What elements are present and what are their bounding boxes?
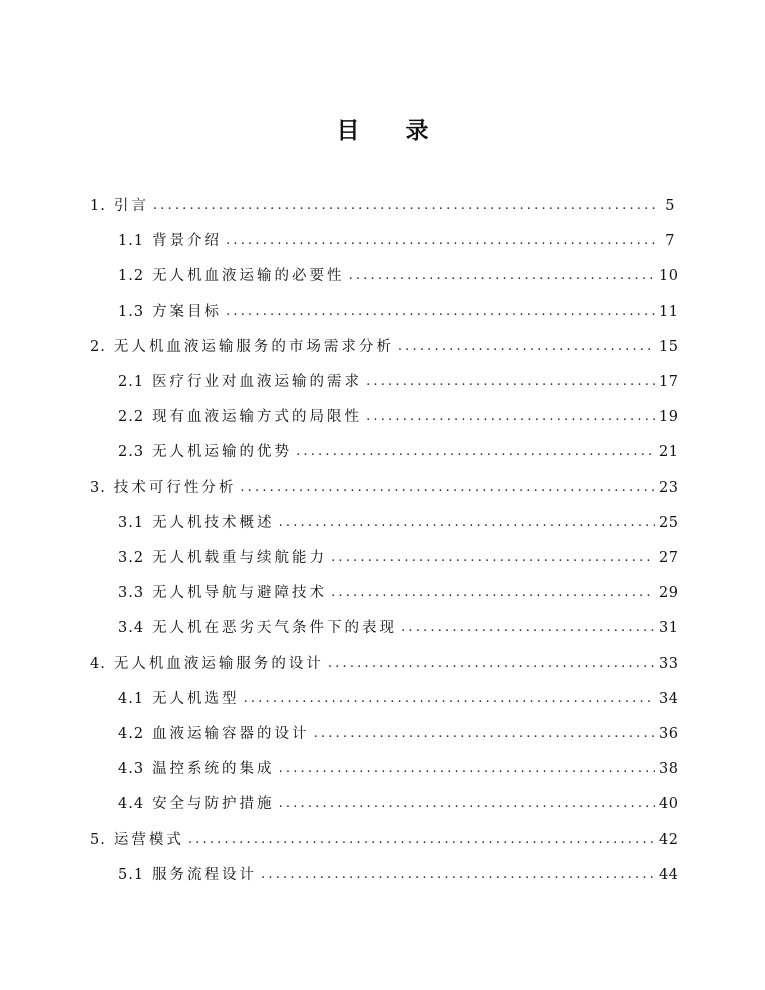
toc-entry-page: 42	[659, 831, 679, 848]
toc-entry-number: 1.1	[118, 233, 145, 250]
toc-entry-number: 5.	[90, 831, 106, 848]
toc-entry-page: 34	[659, 690, 679, 707]
toc-leader-dots	[401, 618, 655, 638]
toc-leader-dots	[366, 372, 655, 392]
toc-entry-page: 7	[665, 233, 675, 250]
toc-entry-title: 无人机运输的优势	[152, 444, 293, 461]
toc-entry[interactable]	[118, 614, 679, 638]
toc-entry-title: 服务流程设计	[152, 866, 258, 883]
toc-entry-number: 3.4	[118, 620, 145, 637]
toc-entry-number: 3.	[90, 479, 106, 496]
toc-entry-title: 无人机选型	[152, 690, 240, 707]
toc-entry-page: 21	[659, 444, 679, 461]
toc-entry-title: 医疗行业对血液运输的需求	[152, 374, 363, 390]
toc-entry[interactable]	[118, 227, 675, 251]
toc-entry-title: 方案目标	[152, 303, 223, 320]
toc-entry[interactable]	[90, 474, 679, 498]
toc-leader-dots	[331, 548, 655, 568]
toc-entry[interactable]	[118, 298, 679, 322]
toc-leader-dots	[366, 407, 655, 427]
toc-leader-dots	[261, 865, 655, 885]
toc-entry-title: 无人机在恶劣天气条件下的表现	[152, 620, 398, 637]
toc-entry-title: 安全与防护措施	[152, 796, 275, 813]
toc-entry-number: 5.1	[118, 866, 145, 883]
toc-entry-title: 无人机血液运输的必要性	[152, 268, 345, 285]
toc-entry[interactable]	[90, 826, 679, 850]
toc-leader-dots	[153, 196, 655, 216]
toc-entry-title: 无人机载重与续航能力	[152, 550, 328, 566]
toc-leader-dots	[279, 759, 655, 779]
toc-entry[interactable]	[118, 509, 679, 533]
toc-entry-number: 2.2	[118, 409, 145, 426]
toc-entry-page: 19	[659, 409, 679, 426]
toc-entry[interactable]	[118, 438, 679, 462]
toc-entry-number: 4.2	[118, 726, 145, 742]
toc-entry[interactable]	[118, 685, 679, 709]
toc-leader-dots	[240, 478, 655, 498]
toc-leader-dots	[279, 794, 655, 814]
toc-entry-page: 10	[659, 268, 679, 285]
toc-entry[interactable]	[118, 861, 679, 885]
toc-entry-number: 1.2	[118, 268, 145, 285]
toc-entry-page: 23	[659, 479, 679, 496]
toc-leader-dots	[296, 442, 655, 462]
toc-entry-title: 技术可行性分析	[113, 479, 237, 496]
toc-entry-title: 运营模式	[113, 831, 184, 848]
toc-entry[interactable]	[118, 790, 679, 814]
page-title-left: 目	[336, 118, 360, 144]
toc-entry-title: 无人机技术概述	[152, 514, 275, 531]
toc-leader-dots	[398, 337, 655, 357]
toc-leader-dots	[349, 266, 655, 286]
toc-entry-title: 引言	[113, 198, 149, 214]
toc-leader-dots	[279, 513, 655, 533]
toc-entry-title: 血液运输容器的设计	[152, 726, 310, 742]
page-title-right: 录	[405, 118, 429, 144]
toc-entry-page: 27	[659, 550, 679, 566]
toc-entry[interactable]	[90, 650, 679, 674]
toc-entry-title: 无人机血液运输服务的设计	[113, 655, 324, 672]
toc-entry-page: 40	[659, 796, 679, 813]
toc-leader-dots	[226, 302, 655, 322]
toc-entry-number: 3.3	[118, 585, 145, 602]
toc-entry-page: 33	[659, 655, 679, 672]
toc-entry-title: 背景介绍	[152, 233, 223, 250]
toc-entry-title: 现有血液运输方式的局限性	[152, 409, 363, 426]
toc-entry[interactable]	[118, 262, 679, 286]
toc-entry-page: 38	[659, 761, 679, 778]
toc-entry-page: 11	[659, 303, 679, 320]
toc-entry-title: 无人机血液运输服务的市场需求分析	[113, 338, 394, 355]
toc-entry[interactable]	[90, 333, 679, 357]
toc-leader-dots	[226, 231, 655, 251]
toc-entry-number: 1.3	[118, 303, 145, 320]
toc-entry-number: 2.1	[118, 374, 145, 390]
toc-entry-number: 4.3	[118, 761, 145, 778]
toc-entry-title: 温控系统的集成	[152, 761, 275, 778]
toc-entry-page: 31	[659, 620, 679, 637]
toc-leader-dots	[331, 583, 655, 603]
toc-entry[interactable]	[118, 720, 679, 744]
toc-leader-dots	[328, 654, 655, 674]
toc-entry-page: 17	[659, 374, 679, 390]
toc-entry-number: 1.	[90, 198, 106, 214]
toc-entry[interactable]	[118, 403, 679, 427]
toc-leader-dots	[244, 689, 655, 709]
toc-entry[interactable]	[118, 579, 679, 603]
toc-entry-page: 25	[659, 514, 679, 531]
toc-entry-page: 15	[659, 338, 679, 355]
toc-entry-page: 36	[659, 726, 679, 742]
toc-entry-title: 无人机导航与避障技术	[152, 585, 328, 602]
toc-entry-page: 44	[659, 866, 679, 883]
toc-leader-dots	[188, 830, 655, 850]
toc-entry-number: 4.4	[118, 796, 145, 813]
toc-entry-number: 4.	[90, 655, 106, 672]
toc-leader-dots	[314, 724, 655, 744]
toc-entry[interactable]	[118, 544, 679, 568]
toc-entry-number: 2.3	[118, 444, 145, 461]
toc-entry-number: 4.1	[118, 690, 145, 707]
toc-entry[interactable]	[90, 192, 675, 216]
toc-entry-page: 29	[659, 585, 679, 602]
toc-entry-number: 2.	[90, 338, 106, 355]
toc-entry[interactable]	[118, 755, 679, 779]
toc-entry-number: 3.1	[118, 514, 145, 531]
toc-entry[interactable]	[118, 368, 679, 392]
toc-entry-number: 3.2	[118, 550, 145, 566]
toc-entry-page: 5	[665, 198, 675, 214]
